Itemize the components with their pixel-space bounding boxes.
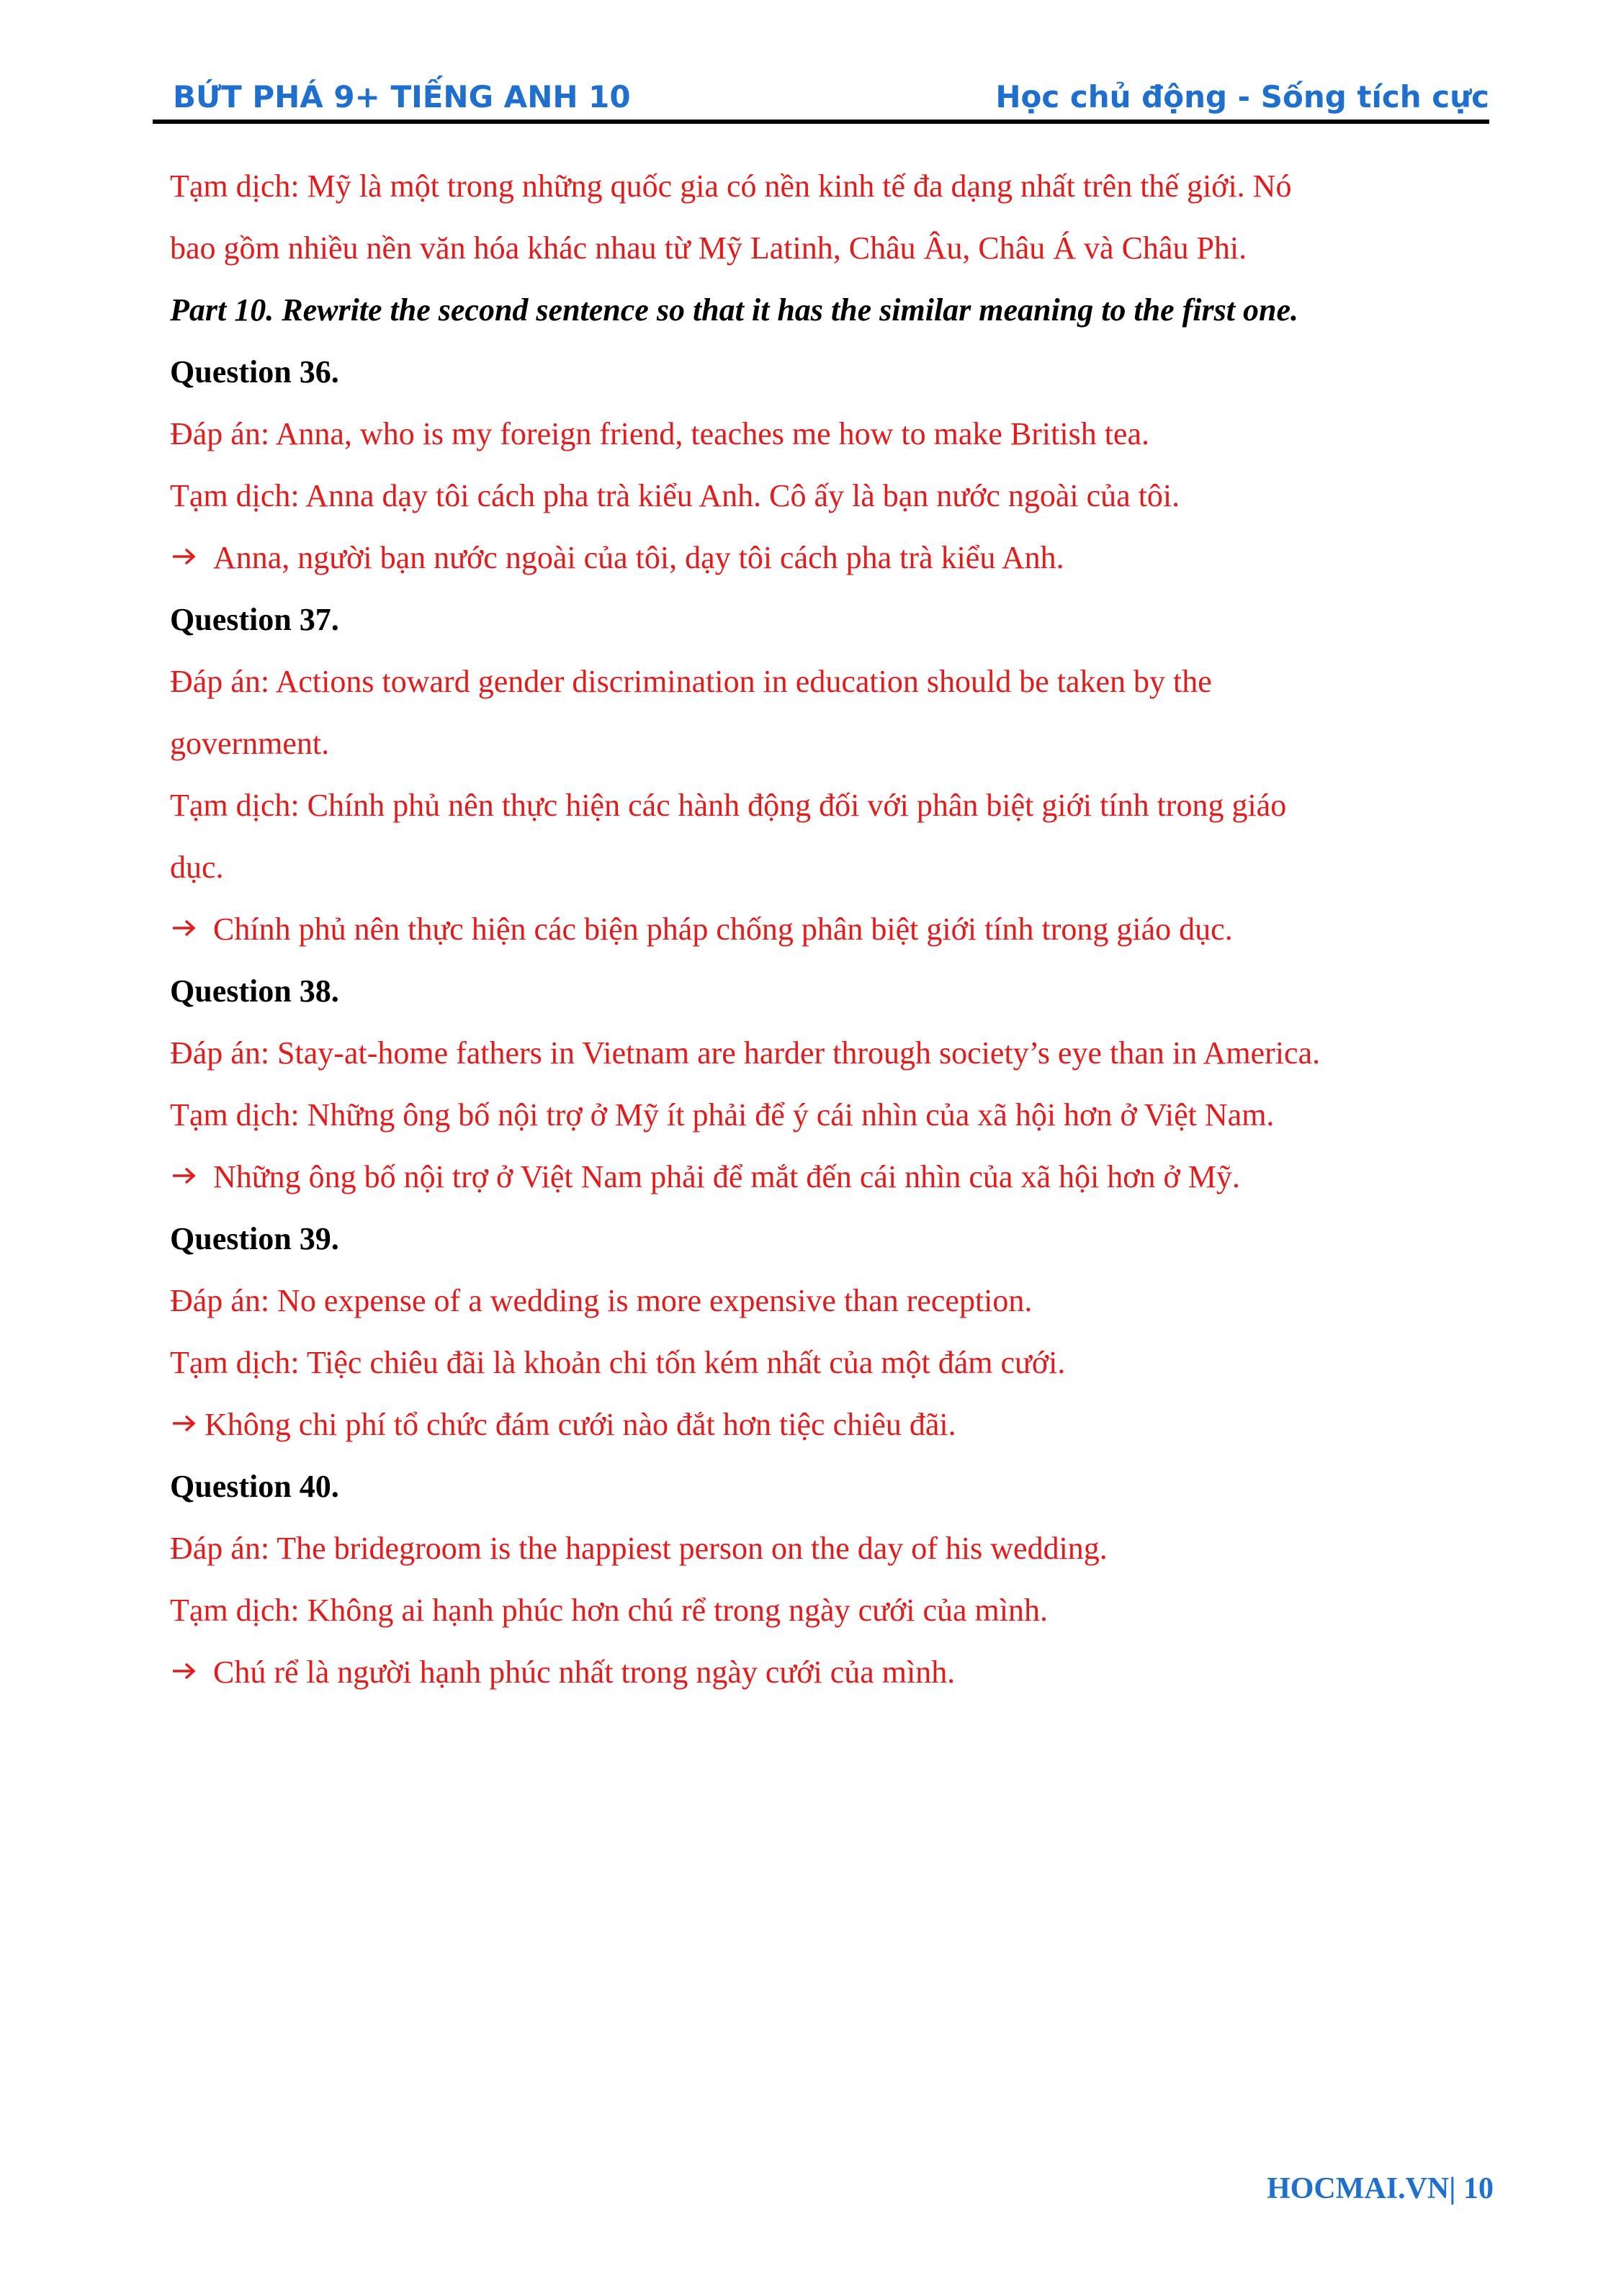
translation-line: Tạm dịch: Chính phủ nên thực hiện các hành động đối với phân biệt giới tính trong giáo: [170, 788, 1287, 823]
answer-line: government.: [170, 726, 330, 761]
header-title: BỨT PHÁ 9+ TIẾNG ANH 10: [173, 79, 631, 114]
result-line: [170, 1146, 1481, 1208]
intro-translation-line-1: Tạm dịch: Mỹ là một trong những quốc gia có nền kinh tế đa dạng nhất trên thế giới. Nó: [170, 168, 1292, 204]
translation-line: Tạm dịch: Không ai hạnh phúc hơn chú rể trong ngày cưới của mình.: [170, 1593, 1048, 1628]
answer-line: Đáp án: No expense of a wedding is more expensive than reception.: [170, 1283, 1033, 1318]
result-text: Chính phủ nên thực hiện các biện pháp chống phân biệt giới tính trong giáo dục.: [213, 911, 1233, 947]
answer-line: Đáp án: Anna, who is my foreign friend, teaches me how to make British tea.: [170, 416, 1149, 451]
result-text: Anna, người bạn nước ngoài của tôi, dạy tôi cách pha trà kiểu Anh.: [213, 540, 1064, 575]
right-arrow-icon: [170, 914, 199, 942]
translation-line: Tạm dịch: Tiệc chiêu đãi là khoản chi tốn kém nhất của một đám cưới.: [170, 1345, 1066, 1380]
header-divider: [153, 120, 1489, 124]
answer-line: Đáp án: The bridegroom is the happiest person on the day of his wedding.: [170, 1531, 1108, 1566]
header-slogan: Học chủ động - Sống tích cực: [995, 79, 1489, 114]
result-line: [170, 527, 1481, 589]
page-header: [170, 72, 1489, 122]
part-heading: Part 10. Rewrite the second sentence so that it has the similar meaning to the first one.: [170, 292, 1299, 328]
right-arrow-icon: [170, 1657, 199, 1685]
translation-line: dục.: [170, 850, 224, 885]
footer-separator: |: [1449, 2172, 1456, 2205]
right-arrow-icon: [170, 542, 199, 571]
result-text: Những ông bố nội trợ ở Việt Nam phải để mắt đến cái nhìn của xã hội hơn ở Mỹ.: [213, 1159, 1240, 1194]
result-text: Chú rể là người hạnh phúc nhất trong ngày cưới của mình.: [213, 1655, 956, 1690]
right-arrow-icon: [170, 1161, 199, 1190]
page-content: [170, 156, 1481, 1703]
footer-site: HOCMAI.VN: [1267, 2172, 1450, 2205]
question-title: Question 40.: [170, 1469, 339, 1504]
result-text: Không chi phí tổ chức đám cưới nào đắt hơn tiệc chiêu đãi.: [205, 1407, 956, 1442]
result-line: [170, 1642, 1481, 1703]
page-number: 10: [1463, 2172, 1494, 2205]
intro-translation-line-2: bao gồm nhiều nền văn hóa khác nhau từ Mỹ Latinh, Châu Âu, Châu Á và Châu Phi.: [170, 230, 1247, 266]
question-title: Question 38.: [170, 973, 339, 1009]
answer-line: Đáp án: Stay-at-home fathers in Vietnam are harder through society’s eye than in America.: [170, 1035, 1321, 1071]
question-title: Question 37.: [170, 602, 339, 637]
right-arrow-icon: [170, 1409, 199, 1438]
translation-line: Tạm dịch: Những ông bố nội trợ ở Mỹ ít phải để ý cái nhìn của xã hội hơn ở Việt Nam.: [170, 1097, 1275, 1133]
page-footer: [1267, 2167, 1494, 2210]
question-title: Question 36.: [170, 354, 339, 390]
question-title: Question 39.: [170, 1221, 339, 1256]
result-line: [170, 1394, 1481, 1456]
answer-line: Đáp án: Actions toward gender discrimination in education should be taken by the: [170, 664, 1212, 699]
translation-line: Tạm dịch: Anna dạy tôi cách pha trà kiểu Anh. Cô ấy là bạn nước ngoài của tôi.: [170, 478, 1180, 513]
result-line: [170, 899, 1481, 960]
